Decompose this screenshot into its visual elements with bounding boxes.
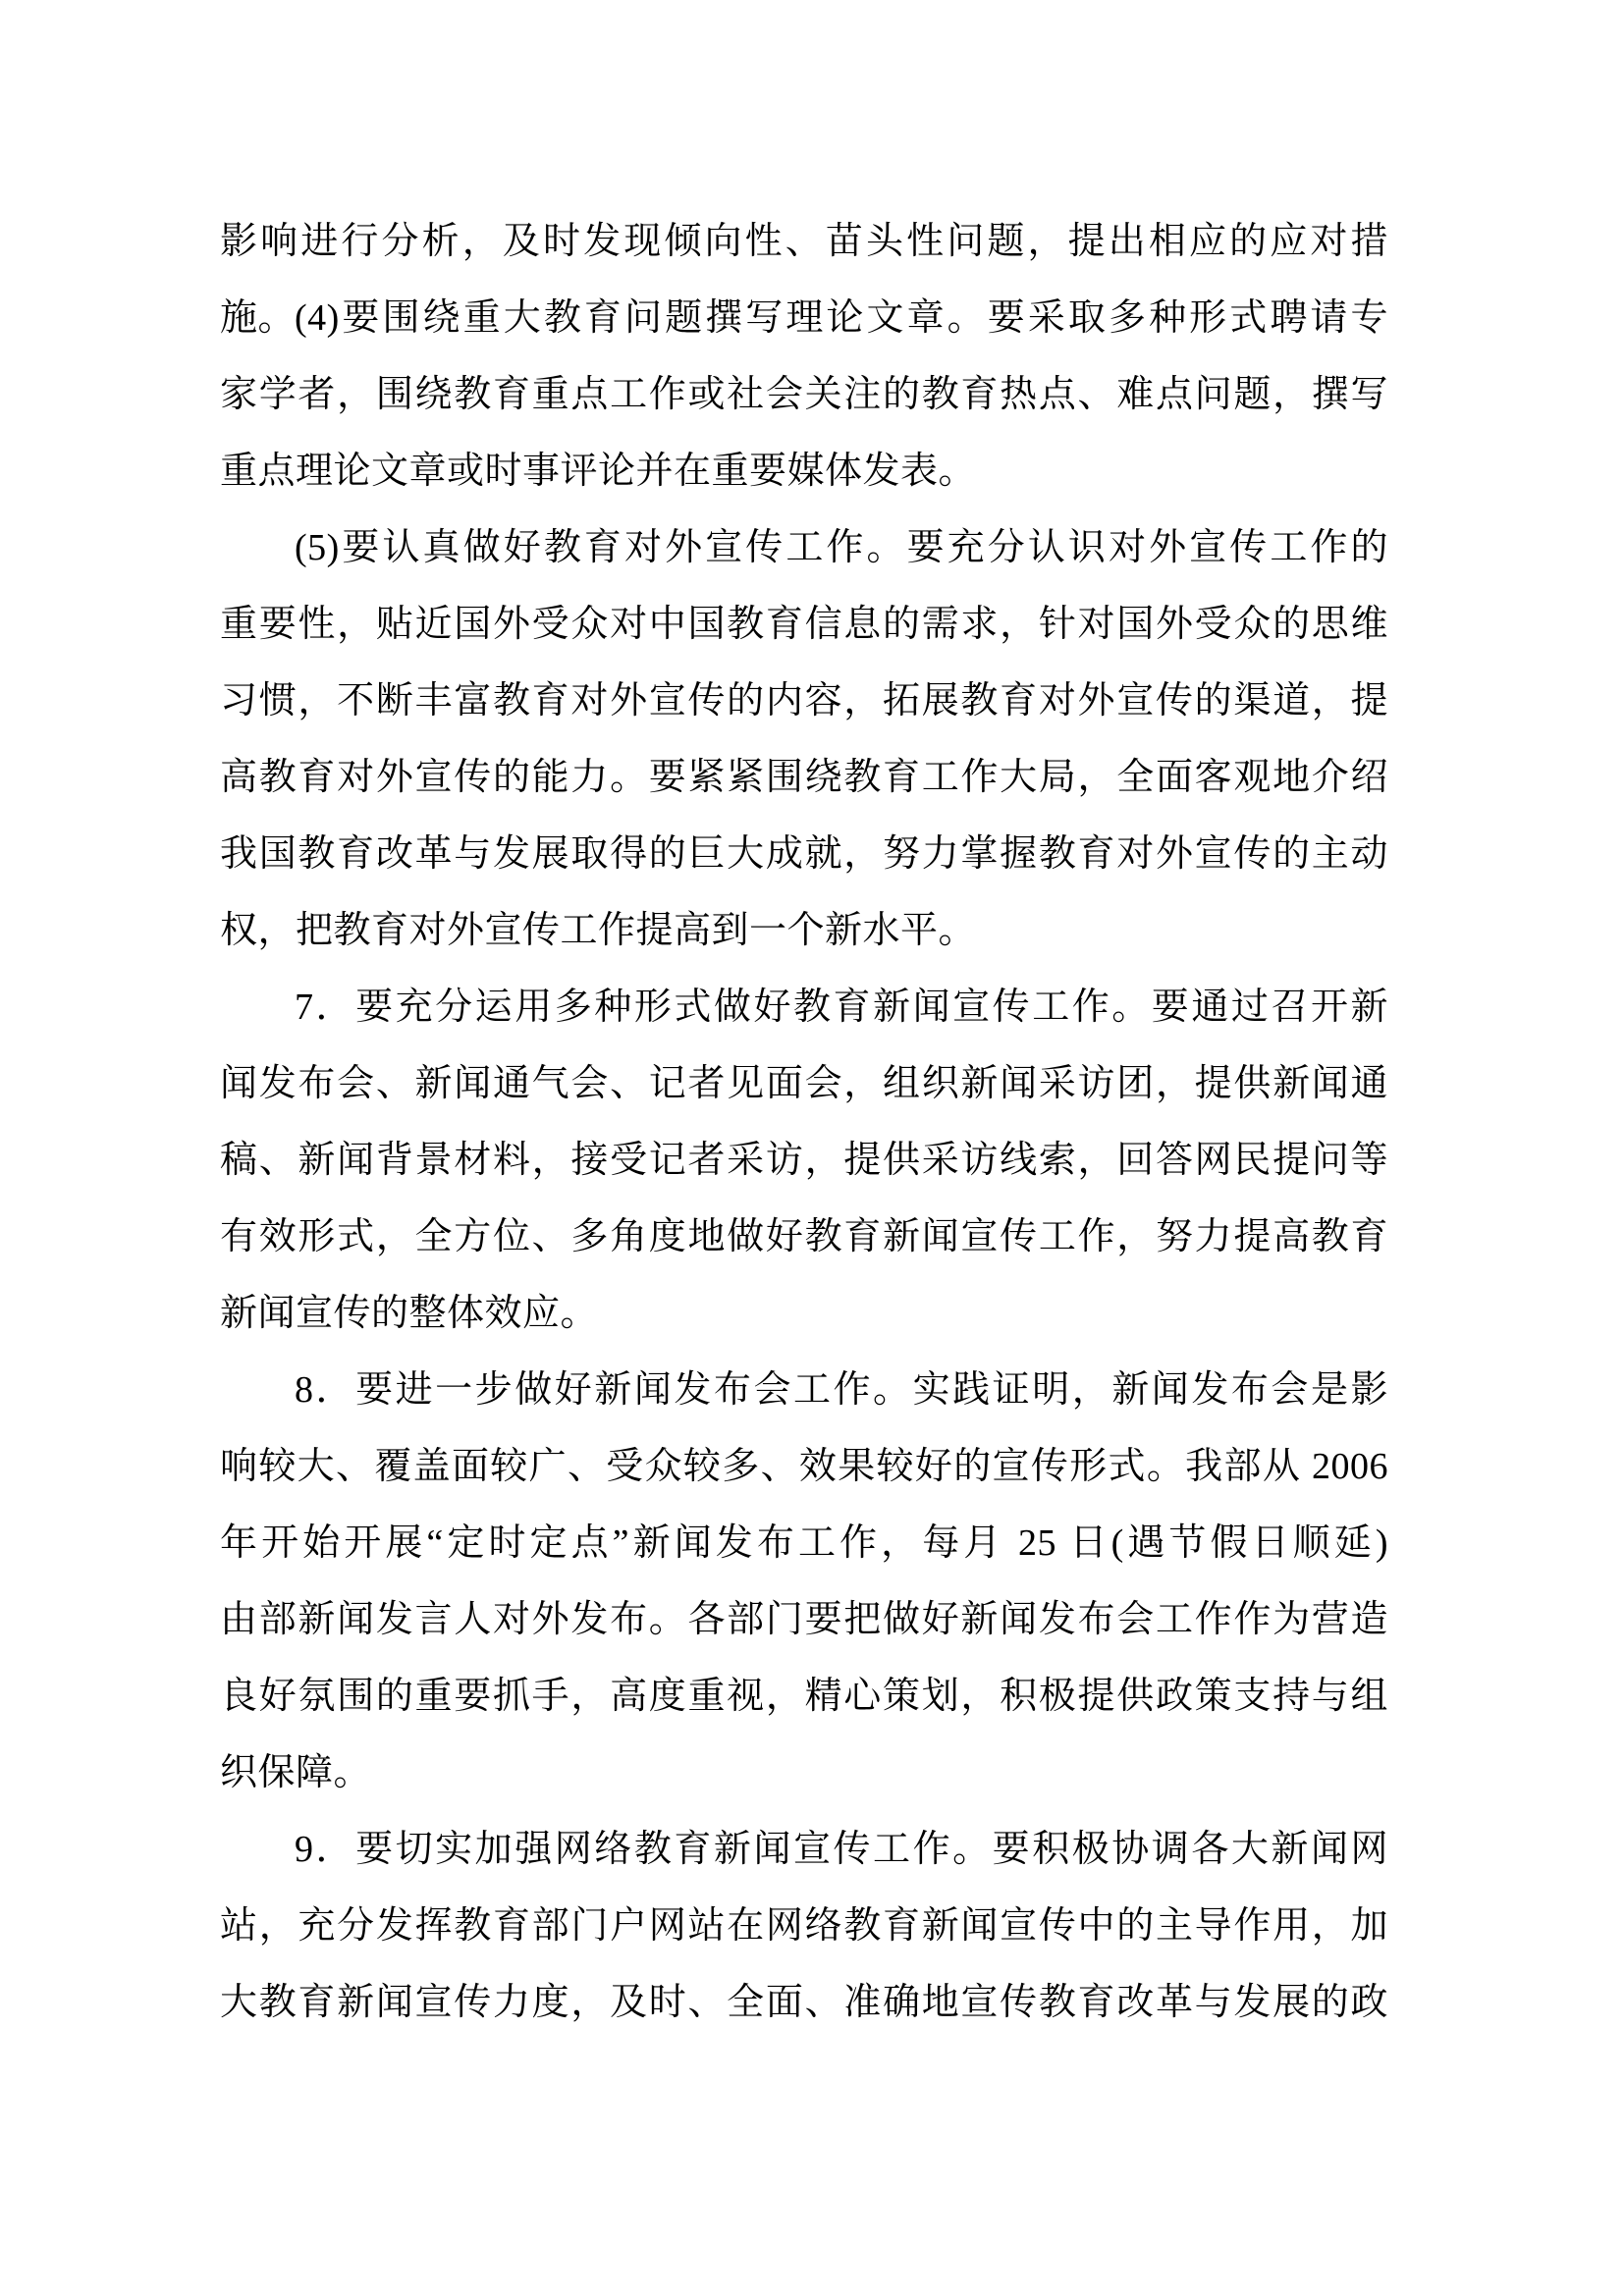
text-line: 影响进行分析，及时发现倾向性、苗头性问题，提出相应的应对措施。: [220, 221, 1388, 339]
text-line: 新闻宣传的整体效应。: [220, 1293, 599, 1334]
text-line: 稿、新闻背景材料，接受记者采访，提供采访线索，回答网民提问等: [220, 1140, 1388, 1181]
text-line: 闻发布会、新闻通气会、记者见面会，组织新闻采访团，提供新闻通: [220, 1063, 1388, 1104]
text-line: 高教育对外宣传的能力。要紧紧围绕教育工作大局，全面客观地介绍: [220, 757, 1388, 798]
text-line: 习惯，不断丰富教育对外宣传的内容，拓展教育对外宣传的渠道，提: [220, 680, 1388, 721]
text-block: [220, 203, 1388, 2041]
text-line: 7．要充分运用多种形式做好教育新闻宣传工作。要通过召开新: [295, 987, 1388, 1028]
text-line: 站，充分发挥教育部门户网站在网络教育新闻宣传中的主导作用，加: [220, 1905, 1388, 1947]
text-line: 重要性，贴近国外受众对中国教育信息的需求，针对国外受众的思维: [220, 604, 1388, 645]
text-line: (4)要围绕重大教育问题撰写理论文章。要采取多种形式聘请专: [295, 297, 1388, 339]
text-line: 8．要进一步做好新闻发布会工作。实践证明，新闻发布会是影: [295, 1369, 1388, 1411]
text-line: 良好氛围的重要抓手，高度重视，精心策划，积极提供政策支持与组: [220, 1676, 1388, 1717]
text-line: 由部新闻发言人对外发布。各部门要把做好新闻发布会工作作为营造: [220, 1599, 1388, 1640]
text-line: 大教育新闻宣传力度，及时、全面、准确地宣传教育改革与发展的政: [220, 1982, 1388, 2023]
text-line: 家学者，围绕教育重点工作或社会关注的教育热点、难点问题，撰写: [220, 374, 1388, 415]
text-line: 有效形式，全方位、多角度地做好教育新闻宣传工作，努力提高教育: [220, 1216, 1388, 1257]
text-line: 年开始开展“定时定点”新闻发布工作，每月 25 日(遇节假日顺延): [220, 1522, 1388, 1564]
text-line: (5)要认真做好教育对外宣传工作。要充分认识对外宣传工作的: [295, 527, 1388, 568]
text-line: 织保障。: [220, 1752, 372, 1793]
text-line: 权，把教育对外宣传工作提高到一个新水平。: [220, 910, 977, 951]
text-line: 我国教育改革与发展取得的巨大成就，努力掌握教育对外宣传的主动: [220, 833, 1388, 875]
text-line: 重点理论文章或时事评论并在重要媒体发表。: [220, 451, 977, 492]
text-line: 响较大、覆盖面较广、受众较多、效果较好的宣传形式。我部从 2006: [220, 1446, 1388, 1487]
text-line: 9．要切实加强网络教育新闻宣传工作。要积极协调各大新闻网: [295, 1829, 1388, 1870]
